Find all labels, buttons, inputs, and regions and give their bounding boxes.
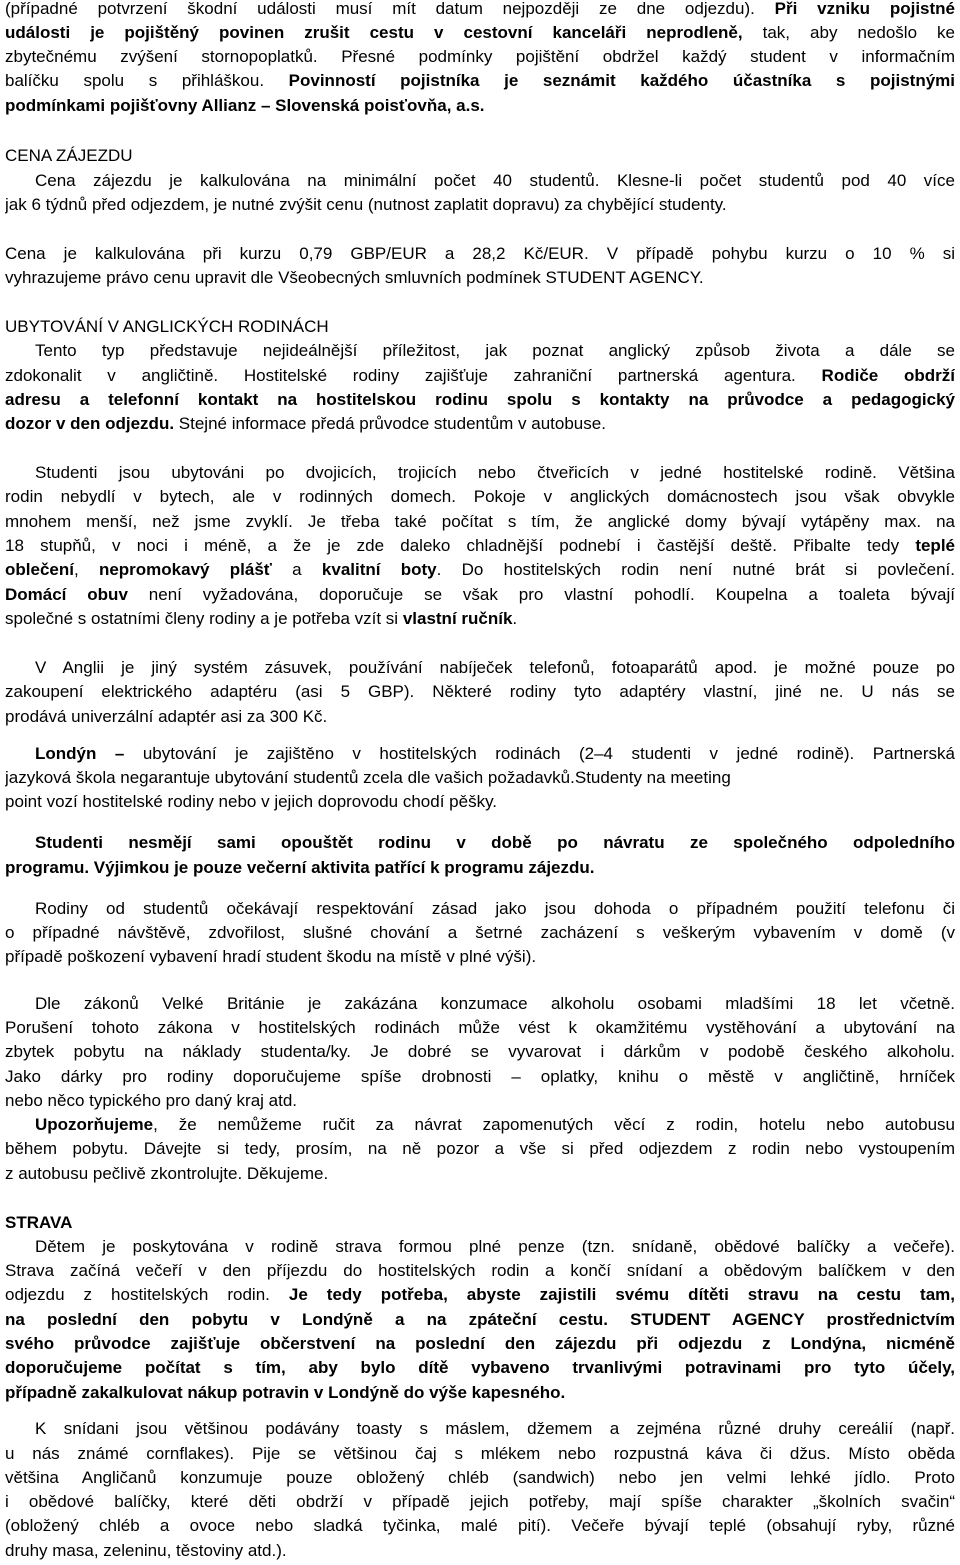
text-line	[5, 486, 955, 509]
bold-text-run: teplé	[915, 536, 955, 555]
text-line	[35, 1418, 955, 1441]
bold-text-run: Domácí obuv	[5, 585, 128, 604]
text-line	[5, 706, 955, 729]
section-heading	[5, 145, 955, 168]
text-run: a	[271, 560, 322, 579]
text-run: společné s ostatními členy rodiny a je potřeba vzít si	[5, 609, 403, 628]
text-line	[5, 608, 955, 631]
text-run: tak, aby nedošlo ke	[742, 23, 955, 42]
text-run: Strava začíná večeří v den příjezdu do hostitelských rodin a končí snídaní a obědovým balíčkem v den	[5, 1261, 955, 1280]
text-run: CENA ZÁJEZDU	[5, 146, 133, 165]
bold-text-run: Povinností pojistníka je seznámit každého účastníka s pojistnými	[288, 71, 955, 90]
bold-text-run: doporučujeme počítat s tím, aby bylo dítě vybaveno trvanlivými potravinami pro tyto účely,	[5, 1358, 955, 1377]
bold-text-run: Studenti nesmějí sami opouštět rodinu v době po návratu ze společného odpoledního	[35, 833, 955, 852]
text-run: zbytek pobytu na náklady studenta/ky. Je dobré se vyvarovat i dárkům v podobě českého alkoholu.	[5, 1042, 955, 1061]
text-line	[5, 0, 955, 21]
text-line	[5, 559, 955, 582]
bold-text-run: Při vzniku pojistné	[774, 0, 955, 18]
text-line	[5, 857, 955, 880]
bold-text-run: svého průvodce zajišťuje občerstvení na poslední den zájezdu při odjezdu z Londýna, nicméně	[5, 1334, 955, 1353]
text-run: není vyžadována, doporučuje se však pro vlastní pohodlí. Koupelna a toaleta bývají	[127, 585, 955, 604]
text-line	[5, 1163, 955, 1186]
bold-text-run: vlastní ručník	[402, 609, 513, 628]
text-line	[35, 743, 955, 766]
section-heading	[5, 316, 955, 339]
text-line	[5, 1066, 955, 1089]
text-line	[5, 1284, 955, 1307]
text-run: , že nemůžeme ručit za návrat zapomenutých věcí z rodin, hotelu nebo autobusu	[153, 1115, 955, 1134]
text-run: zakoupení elektrického adaptéru (asi 5 GBP). Některé rodiny tyto adaptéry vlastní, jiné ne. U nás se	[5, 682, 955, 701]
text-run: většina Angličanů konzumuje pouze obložený chléb (sandwich) nebo jen velmi lehké jídlo. Proto	[5, 1468, 955, 1487]
text-run: Studenti jsou ubytováni po dvojicích, trojicích nebo čtveřicích v jedné hostitelské rodině. Většina	[35, 463, 955, 482]
text-line	[5, 1260, 955, 1283]
text-line	[35, 1236, 955, 1259]
text-run: Stejné informace předá průvodce studentům v autobuse.	[174, 414, 606, 433]
bold-text-run: Londýn –	[35, 744, 125, 763]
text-run: zdokonalit v angličtině. Hostitelské rodiny zajišťuje zahraniční partnerská agentura.	[5, 366, 822, 385]
text-line	[5, 1443, 955, 1466]
text-run: jak 6 týdnů před odjezdem, je nutné zvýšit cenu (nutnost zaplatit dopravu) za chybějící studenty.	[5, 195, 727, 214]
text-line	[5, 1467, 955, 1490]
bold-text-run: Je tedy potřeba, abyste zajistili svému dítěti stravu na cestu tam,	[288, 1285, 955, 1304]
text-run: i obědové balíčky, které děti obdrží v případě jejich potřeby, mají spíše charakter „školních svačin“	[5, 1492, 955, 1511]
text-line	[5, 70, 955, 93]
text-line	[5, 1309, 955, 1332]
text-run: vyhrazujeme právo cenu upravit dle Všeobecných smluvních podmínek STUDENT AGENCY.	[5, 268, 704, 287]
text-line	[35, 832, 955, 855]
text-line	[5, 46, 955, 69]
bold-text-run: STRAVA	[5, 1213, 73, 1232]
bold-text-run: na poslední den pobytu v Londýně a na zpáteční cestu. STUDENT AGENCY prostřednictvím	[5, 1310, 955, 1329]
text-run: prodává univerzální adaptér asi za 300 Kč.	[5, 707, 328, 726]
section-heading	[5, 1212, 955, 1235]
text-run: u nás známé cornflakes). Pije se většinou čaj s mlékem nebo rozpustná káva či džus. Místo oběda	[5, 1444, 955, 1463]
text-line	[5, 922, 955, 945]
text-line	[35, 462, 955, 485]
text-run: Dětem je poskytována v rodině strava formou plné penze (tzn. snídaně, obědové balíčky a večeře).	[35, 1237, 955, 1256]
bold-text-run: události je pojištěný povinen zrušit cestu v cestovní kanceláři neprodleně,	[5, 23, 743, 42]
bold-text-run: programu. Výjimkou je pouze večerní aktivita patřící k programu zájezdu.	[5, 858, 595, 877]
text-run: Tento typ představuje nejideálnější příležitost, jak poznat anglický způsob života a dále se	[35, 341, 955, 360]
text-line	[5, 946, 955, 969]
text-run: 18 stupňů, v noci i méně, a že je zde daleko chladnější podnebí i častější deště. Přibalte tedy	[5, 536, 916, 555]
bold-text-run: případně zakalkulovat nákup potravin v Londýně do výše kapesného.	[5, 1383, 566, 1402]
text-run: Cena zájezdu je kalkulována na minimální počet 40 studentů. Klesne-li počet studentů pod 40 více	[35, 171, 955, 190]
text-line	[5, 1540, 955, 1563]
text-run: (případné potvrzení škodní události musí mít datum nejpozději ze dne odjezdu).	[5, 0, 775, 18]
text-line	[5, 1491, 955, 1514]
text-line	[35, 898, 955, 921]
text-line	[5, 1515, 955, 1538]
text-run: mnohem menší, než jsme zvyklí. Je třeba také počítat s tím, že anglické domy bývají vytápěny max. na	[5, 512, 955, 531]
text-line	[5, 365, 955, 388]
text-line	[5, 389, 955, 412]
text-run: K snídani jsou většinou podávány toasty s máslem, džemem a zejména různé druhy cereálií (např.	[35, 1419, 955, 1438]
text-run: z autobusu pečlivě zkontrolujte. Děkujeme.	[5, 1164, 329, 1183]
text-line	[5, 22, 955, 45]
text-line	[5, 791, 955, 814]
text-line	[35, 1114, 955, 1137]
bold-text-run: nepromokavý plášť	[98, 560, 272, 579]
text-run: případě poškození vybavení hradí student škodu na místě v plné výši).	[5, 947, 537, 966]
text-line	[5, 767, 955, 790]
text-line	[5, 1017, 955, 1040]
text-run: o případné návštěvě, zdvořilost, slušné chování a šetrné zacházení s veškerým vybavením v domě (v	[5, 923, 955, 942]
text-line	[5, 1090, 955, 1113]
text-line	[5, 267, 955, 290]
text-run: . Do hostitelských rodin není nutné brát si povlečení.	[436, 560, 955, 579]
text-run: point vozí hostitelské rodiny nebo v jejich doprovodu chodí pěšky.	[5, 792, 498, 811]
text-run: druhy masa, zeleninu, těstoviny atd.).	[5, 1541, 287, 1560]
text-line	[5, 1357, 955, 1380]
text-line	[35, 340, 955, 363]
text-run: Porušení tohoto zákona v hostitelských rodinách může vést k okamžitému vystěhování a ubytování na	[5, 1018, 955, 1037]
text-line	[5, 584, 955, 607]
text-run: Cena je kalkulována při kurzu 0,79 GBP/EUR a 28,2 Kč/EUR. V případě pohybu kurzu o 10 % si	[5, 244, 955, 263]
bold-text-run: kvalitní boty	[321, 560, 437, 579]
text-line	[5, 95, 955, 118]
text-run: nebo něco typického pro daný kraj atd.	[5, 1091, 298, 1110]
text-run: UBYTOVÁNÍ V ANGLICKÝCH RODINÁCH	[5, 317, 329, 336]
text-run: Dle zákonů Velké Británie je zakázána konzumace alkoholu osobami mladšími 18 let včetně.	[35, 994, 955, 1013]
text-run: .	[512, 609, 518, 628]
bold-text-run: adresu a telefonní kontakt na hostitelskou rodinu spolu s kontakty na průvodce a pedagogický	[5, 390, 955, 409]
text-line	[5, 1041, 955, 1064]
text-run: Jako dárky pro rodiny doporučujeme spíše drobnosti – oplatky, knihu o městě v angličtině, hrníček	[5, 1067, 955, 1086]
text-line	[5, 1333, 955, 1356]
text-line	[5, 1138, 955, 1161]
text-line	[5, 413, 955, 436]
text-run: během pobytu. Dávejte si tedy, prosím, na ně pozor a vše si před odjezdem z rodin nebo vystoupením	[5, 1139, 955, 1158]
text-run: ubytování je zajištěno v hostitelských rodinách (2–4 studenti v jedné rodině). Partnerská	[124, 744, 955, 763]
text-run: rodin nebydlí v bytech, ale v rodinných domech. Pokoje v anglických domácnostech jsou však obvykle	[5, 487, 955, 506]
bold-text-run: podmínkami pojišťovny Allianz – Slovenská poisťovňa, a.s.	[5, 96, 485, 115]
text-line	[5, 243, 955, 266]
bold-text-run: oblečení	[5, 560, 74, 579]
text-line	[35, 993, 955, 1016]
text-line	[35, 170, 955, 193]
text-run: odjezdu z hostitelských rodin.	[5, 1285, 289, 1304]
text-line	[5, 194, 955, 217]
text-line	[5, 681, 955, 704]
bold-text-run: Upozorňujeme	[35, 1115, 154, 1134]
text-run: jazyková škola negarantuje ubytování studentů zcela dle vašich požadavků.Studenty na meeting	[5, 768, 731, 787]
text-run: (obložený chléb a ovoce nebo sladká tyčinka, malé pití). Večeře bývají teplé (obsahují ryby, různé	[5, 1516, 955, 1535]
text-line	[5, 511, 955, 534]
text-line	[5, 535, 955, 558]
text-run: zbytečnému zvýšení stornopoplatků. Přesné podmínky pojištění obdržel každý student v informačním	[5, 47, 955, 66]
text-run: balíčku spolu s přihláškou.	[5, 71, 289, 90]
text-line	[5, 1382, 955, 1405]
bold-text-run: dozor v den odjezdu.	[5, 414, 175, 433]
text-run: V Anglii je jiný systém zásuvek, používání nabíječek telefonů, fotoaparátů apod. je možné pouze po	[35, 658, 955, 677]
text-line	[35, 657, 955, 680]
text-run: ,	[73, 560, 99, 579]
text-run: Rodiny od studentů očekávají respektování zásad jako jsou dohoda o případném použití telefonu či	[35, 899, 955, 918]
bold-text-run: Rodiče obdrží	[821, 366, 955, 385]
